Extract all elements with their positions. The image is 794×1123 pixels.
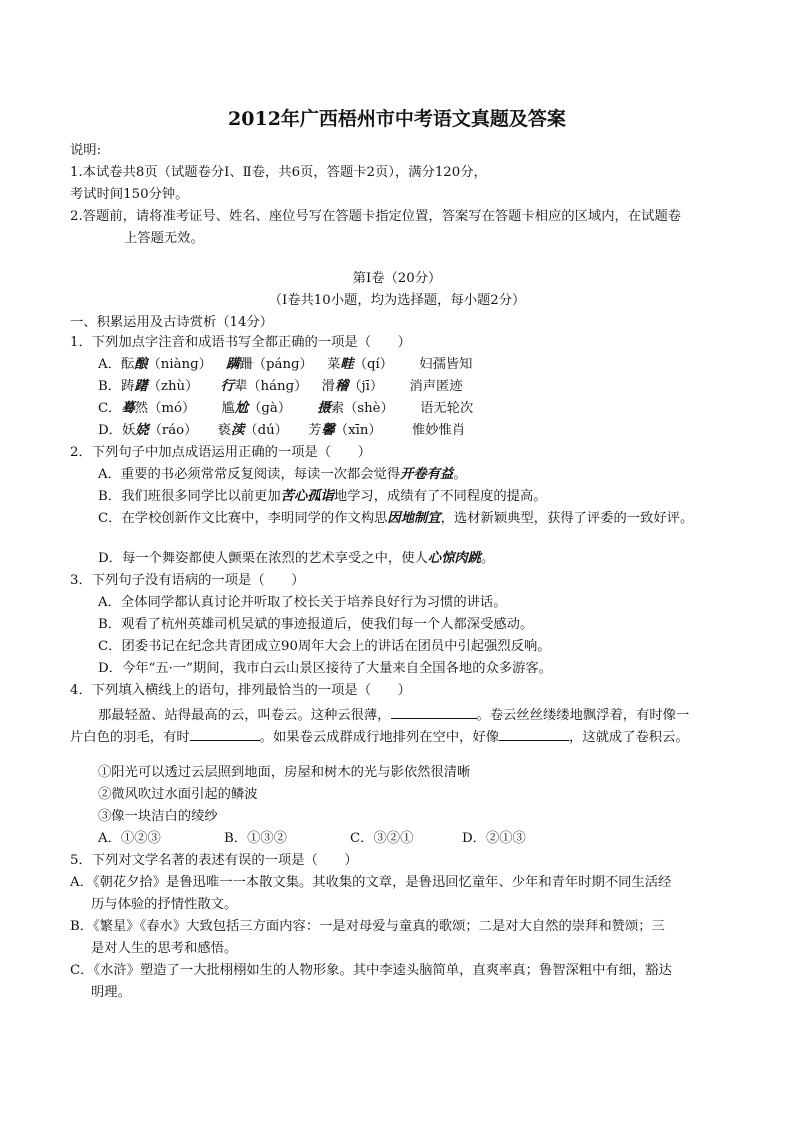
option-text: 菜 [327,357,341,372]
question-1-option-d [98,422,465,440]
question-1-option-c [98,400,473,418]
idiom: 语无轮次 [420,401,474,416]
passage-text: ，这就成了卷积云。 [569,730,689,745]
question-3-option-b: B．观看了杭州英雄司机吴斌的事迹报道后，使我们每一个人都深受感动。 [98,617,534,632]
option-text: 然（mó） [134,401,196,416]
instruction-item-1-cont: 考试时间150分钟。 [70,187,189,202]
question-5-option-c-cont: 明理。 [91,985,131,1000]
question-5-option-a: A．《朝花夕拾》是鲁迅唯一一本散文集。其收集的文章，是鲁迅回忆童年、少年和青年时期不同生活经 [70,875,672,890]
option-text: 索（shè） [330,401,394,416]
question-5-option-b-cont: 是对人生的思考和感悟。 [91,941,238,956]
option-text: A．重要的书必须常常反复阅读，每读一次都会觉得 [98,467,401,482]
pinyin: （ráo） [148,423,198,438]
pinyin: （qí） [353,357,394,372]
dotted-char: 蓦 [121,401,135,416]
option-b: B．①③② [224,831,287,846]
question-4-stem: 4．下列填入横线上的语句，排列最恰当的一项是（ ） [70,683,411,698]
option-text: C． [98,401,122,416]
fill-blank [190,726,260,741]
option-text: 尴 [221,401,235,416]
option-text: 辈（hánɡ） [233,379,308,394]
question-2-option-b [98,488,547,506]
question-2-option-d [98,550,494,568]
idiom: 消声匿迹 [409,379,463,394]
question-5-option-b: B．《繁星》《春水》大致包括三方面内容：一是对母爱与童真的歌颂；二是对大自然的崇拜和赞颂；三 [70,919,665,934]
passage-text: 那最轻盈、站得最高的云，叫卷云。这种云很薄， [98,708,391,723]
dotted-char: 蹒 [226,357,240,372]
question-4-passage-line-1 [98,704,689,725]
question-4-options [98,830,526,848]
question-3-option-d: D．今年“五·一”期间，我市白云山景区接待了大量来自全国各地的众多游客。 [98,661,552,676]
question-4-passage-line-2 [70,726,689,747]
dotted-char: 畦 [340,357,354,372]
question-2-option-a [98,466,467,484]
option-text: 地学习，成绩有了不同程度的提高。 [333,489,547,504]
option-text: 滑 [321,379,335,394]
question-4-sentence-2: ②微风吹过水面引起的鳞波 [98,787,258,802]
option-text: B．我们班很多同学比以前更加 [98,489,281,504]
option-text: 芳 [308,423,322,438]
option-text: 。 [453,467,467,482]
dotted-char: 躇 [134,379,148,394]
fill-blank [499,726,569,741]
question-3-option-a: A．全体同学都认真讨论并听取了校长关于培养良好行为习惯的讲话。 [98,595,507,610]
dotted-char: 娆 [135,423,149,438]
question-2-stem: 2．下列句子中加点成语运用正确的一项是（ ） [70,445,371,460]
question-5-stem: 5．下列对文学名著的表述有误的一项是（ ） [70,853,358,868]
instruction-item-2: 2.答题前，请将准考证号、姓名、座位号写在答题卡指定位置，答案写在答题卡相应的区域内，在试题卷 [70,209,682,224]
option-text: ，选材新颖典型，获得了评委的一致好评。 [440,511,694,526]
option-c: C．③②① [350,831,414,846]
dotted-idiom: 开卷有益 [400,467,454,482]
dotted-char: 稽 [334,379,349,394]
pinyin: （zhù） [147,379,199,394]
option-text: B．踌 [98,379,135,394]
question-1-option-b [98,378,463,396]
question-5-option-c: C．《水浒》塑造了一大批栩栩如生的人物形象。其中李逵头脑简单，直爽率真；鲁智深粗中有细，豁达 [70,963,672,978]
question-3-stem: 3．下列句子没有语病的一项是（ ） [70,573,305,588]
dotted-idiom: 苦心孤诣 [280,489,334,504]
dotted-char: 行 [220,379,234,394]
part-heading: 一、积累运用及古诗赏析（14分） [70,315,274,330]
pinyin: （jī） [348,379,384,394]
page-title: 2012年广西梧州市中考语文真题及答案 [228,108,566,130]
question-4-sentence-1: ①阳光可以透过云层照到地面，房屋和树木的光与影依然很清晰 [98,765,471,780]
question-5-option-a-cont: 历与体验的抒情性散文。 [91,897,238,912]
dotted-idiom: 心惊肉跳 [427,551,481,566]
dotted-char: 酿 [134,357,148,372]
dotted-char: 馨 [321,423,335,438]
idiom: 惟妙惟肖 [411,423,466,438]
dotted-char: 摄 [317,401,331,416]
question-3-option-c: C．团委书记在纪念共青团成立90周年大会上的讲话在团员中引起强烈反响。 [98,639,551,654]
dotted-char: 尬 [234,401,249,416]
option-text: A．酝 [98,357,135,372]
section-subheading: （Ⅰ卷共10小题，均为选择题，每小题2分） [268,293,526,308]
question-1-stem: 1．下列加点字注音和成语书写全都正确的一项是（ ） [70,335,411,350]
fill-blank [391,704,477,719]
option-text: C．在学校创新作文比赛中，李明同学的作文构思 [98,511,388,526]
option-text: 跚（pánɡ） [239,357,313,372]
option-text: 亵 [217,423,231,438]
question-1-option-a [98,356,472,374]
passage-text: 。卷云丝丝缕缕地飘浮着，有时像一 [476,708,690,723]
section-heading: 第Ⅰ卷（20分） [352,271,442,286]
instruction-item-1: 1.本试卷共8页（试题卷分Ⅰ、Ⅱ卷，共6页，答题卡2页），满分120分， [70,165,487,180]
dotted-idiom: 因地制宜 [387,511,441,526]
option-text: D．每一个舞姿都使人颤栗在浓烈的艺术享受之中，使人 [98,551,428,566]
idiom: 妇孺皆知 [419,357,473,372]
passage-text: 。如果卷云成群成行地排列在空中，好像 [259,730,500,745]
instruction-item-2-cont: 上答题无效。 [124,231,204,246]
question-4-sentence-3: ③像一块洁白的绫纱 [98,809,218,824]
instructions-heading: 说明: [70,143,102,158]
pinyin: （niànɡ） [147,357,212,372]
pinyin: （dú） [244,423,288,438]
question-2-option-c [98,510,693,528]
passage-text: 片白色的羽毛，有时 [70,730,190,745]
pinyin: （xīn） [334,423,382,438]
pinyin: （ɡà） [248,401,292,416]
option-d: D．②①③ [462,831,526,846]
option-text: 。 [480,551,495,566]
option-text: D．妖 [98,423,136,438]
option-a: A．①②③ [98,831,161,846]
dotted-char: 渎 [230,423,245,438]
